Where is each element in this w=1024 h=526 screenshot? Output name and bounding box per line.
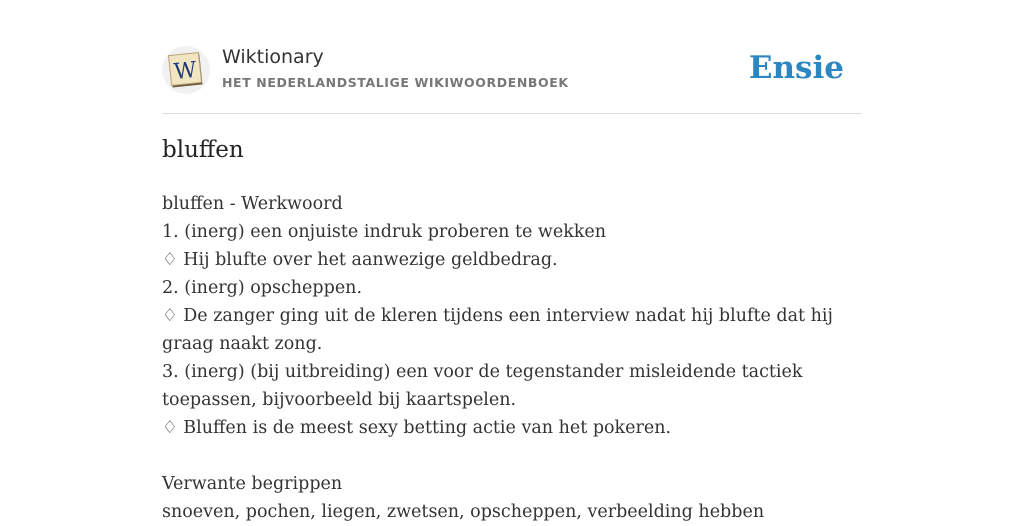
entry-heading: bluffen - Werkwoord xyxy=(162,194,343,214)
site-name[interactable]: Wiktionary xyxy=(222,46,324,68)
entry-content xyxy=(162,190,862,526)
related-heading: Verwante begrippen xyxy=(162,474,343,494)
related-terms: snoeven, pochen, liegen, zwetsen, opscheppen, verbeelding hebben xyxy=(162,502,765,522)
site-header xyxy=(162,42,862,114)
ensie-brand-link[interactable]: Ensie xyxy=(748,50,844,86)
definition-line: 2. (inerg) opscheppen. xyxy=(162,278,363,298)
example-line: ♢ De zanger ging uit de kleren tijdens een interview nadat hij blufte dat hij graag naakt zong. xyxy=(162,306,833,354)
section-gap xyxy=(162,442,862,470)
wiktionary-w-tile-icon xyxy=(162,46,210,94)
definition-line: 3. (inerg) (bij uitbreiding) een voor de tegenstander misleidende tactiek toepassen, bijvoorbeeld bij kaartspelen. xyxy=(162,362,803,410)
site-subtitle: HET NEDERLANDSTALIGE WIKIWOORDENBOEK xyxy=(222,75,569,90)
example-line: ♢ Bluffen is de meest sexy betting actie van het pokeren. xyxy=(162,418,672,438)
page-title: bluffen xyxy=(162,137,244,163)
wiktionary-logo-icon[interactable] xyxy=(162,46,210,94)
example-line: ♢ Hij blufte over het aanwezige geldbedrag. xyxy=(162,250,558,270)
logo-letter: W xyxy=(172,57,198,86)
definition-line: 1. (inerg) een onjuiste indruk proberen te wekken xyxy=(162,222,607,242)
